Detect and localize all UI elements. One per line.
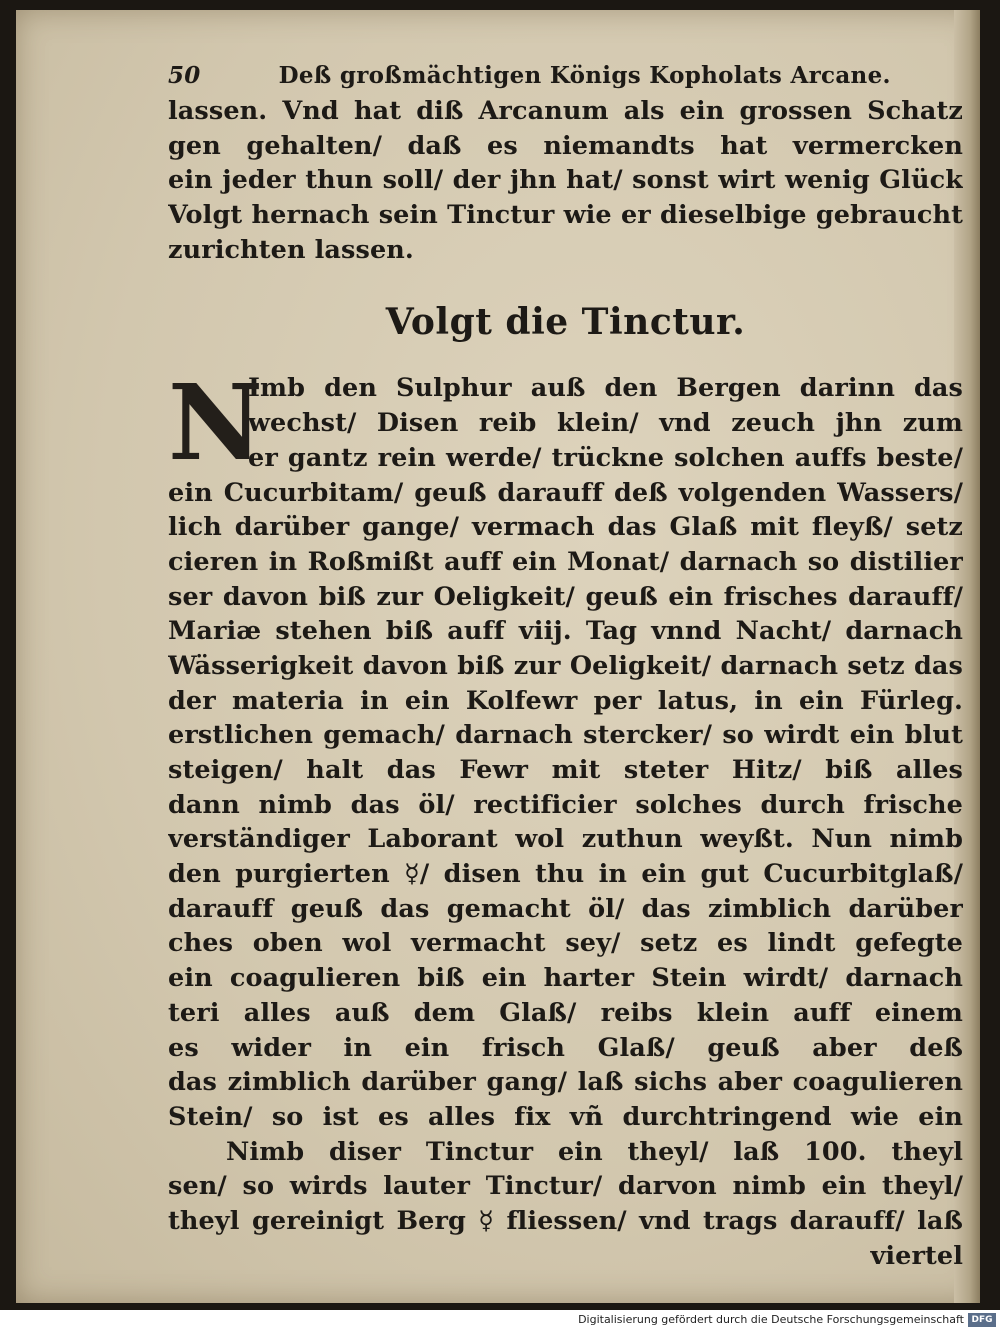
text-line: ein Cucurbitam/ geuß darauff deß volgenden Wassers/ bbox=[168, 477, 963, 508]
text-line: Imb den Sulphur auß den Bergen darinn das bbox=[248, 373, 963, 404]
text-line: den purgierten ☿/ disen thu in ein gut Cucurbitglaß/ bbox=[168, 859, 963, 890]
text-line: Stein/ so ist es alles fix vñ durchtringend wie ein bbox=[168, 1101, 963, 1132]
text-line: er gantz rein werde/ trückne solchen auffs beste/ bbox=[248, 442, 963, 473]
page-text bbox=[168, 58, 963, 1273]
text-line: Volgt hernach sein Tinctur wie er dieselbige gebraucht bbox=[168, 200, 963, 231]
text-line: dann nimb das öl/ rectificier solches durch frische bbox=[168, 789, 963, 820]
page-number: 50 bbox=[168, 62, 201, 89]
text-line: es wider in ein frisch Glaß/ geuß aber deß bbox=[168, 1032, 963, 1063]
text-line: der materia in ein Kolfewr per latus, in ein Fürleg. bbox=[168, 685, 963, 716]
text-line: steigen/ halt das Fewr mit steter Hitz/ biß alles bbox=[168, 755, 963, 786]
text-line: erstlichen gemach/ darnach stercker/ so wirdt ein blut bbox=[168, 720, 963, 751]
footer-bar bbox=[0, 1310, 1000, 1330]
text-line: ein jeder thun soll/ der jhn hat/ sonst wirt wenig Glück bbox=[168, 165, 963, 196]
dfg-logo-icon: DFG bbox=[968, 1313, 996, 1327]
text-line: cieren in Roßmißt auff ein Monat/ darnach so distilier bbox=[168, 546, 963, 577]
text-line: ser davon biß zur Oeligkeit/ geuß ein frisches darauff/ bbox=[168, 581, 963, 612]
text-line: zurichten lassen. bbox=[168, 234, 414, 265]
book-page bbox=[16, 10, 980, 1303]
text-line: Mariæ stehen biß auff viij. Tag vnnd Nacht/ darnach bbox=[168, 616, 963, 647]
text-line: teri alles auß dem Glaß/ reibs klein auff einem bbox=[168, 997, 963, 1028]
second-paragraph bbox=[168, 1135, 963, 1274]
text-line: lich darüber gange/ vermach das Glaß mit fleyß/ setz bbox=[168, 512, 963, 543]
text-line: verständiger Laborant wol zuthun weyßt. Nun nimb bbox=[168, 824, 963, 855]
text-line: darauff geuß das gemacht öl/ das zimblich darüber bbox=[168, 893, 963, 924]
funding-credit: Digitalisierung gefördert durch die Deutsche Forschungsgemeinschaft bbox=[578, 1313, 964, 1326]
text-line: Nimb diser Tinctur ein theyl/ laß 100. theyl bbox=[226, 1136, 963, 1167]
intro-paragraph bbox=[168, 94, 963, 267]
text-line: ein coagulieren biß ein harter Stein wirdt/ darnach bbox=[168, 963, 963, 994]
text-line: lassen. Vnd hat diß Arcanum als ein grossen Schatz bbox=[168, 96, 963, 126]
running-title: Deß großmächtigen Königs Kopholats Arcane. bbox=[278, 62, 891, 89]
text-line: theyl gereinigt Berg ☿ fliessen/ vnd trags darauff/ laß bbox=[168, 1205, 963, 1236]
running-head bbox=[168, 58, 963, 94]
drop-cap-initial: N bbox=[168, 361, 264, 485]
text-line: wechst/ Disen reib klein/ vnd zeuch jhn zum bbox=[248, 408, 963, 439]
text-line: Wässerigkeit davon biß zur Oeligkeit/ darnach setz das bbox=[168, 650, 963, 681]
text-line: sen/ so wirds lauter Tinctur/ darvon nimb ein theyl/ bbox=[168, 1171, 963, 1202]
catchword: viertel bbox=[870, 1240, 963, 1271]
section-heading: Volgt die Tinctur. bbox=[385, 301, 746, 344]
text-line: das zimblich darüber gang/ laß sichs aber coagulieren bbox=[168, 1067, 963, 1098]
text-line: gen gehalten/ daß es niemandts hat vermercken bbox=[168, 130, 963, 161]
recipe-paragraph bbox=[168, 361, 963, 1134]
text-line: ches oben wol vermacht sey/ setz es lindt gefegte bbox=[168, 928, 963, 959]
